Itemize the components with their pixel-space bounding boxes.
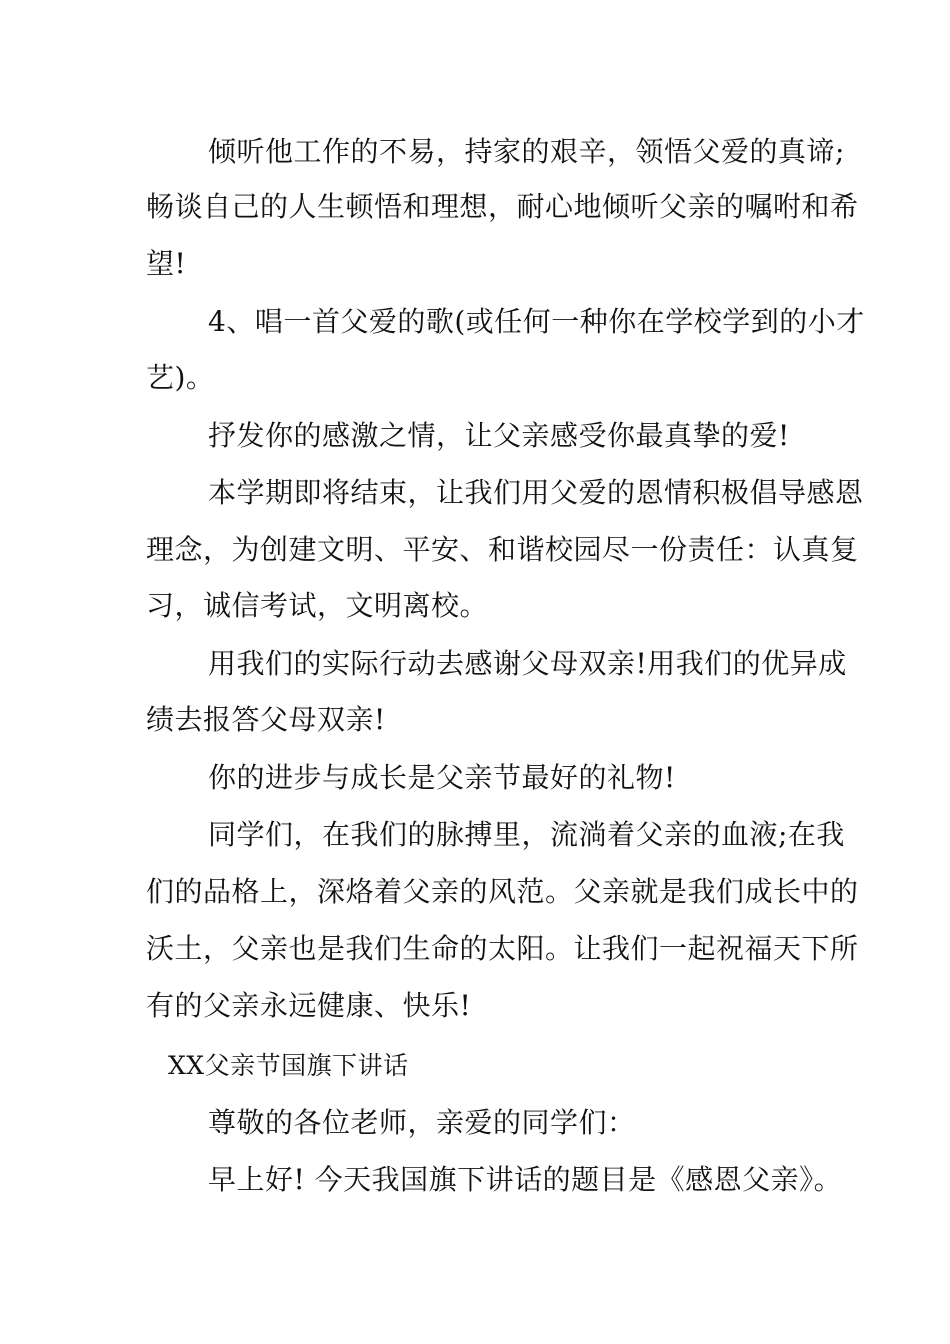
paragraph-line: 们的品格上，深烙着父亲的风范。父亲就是我们成长中的 (146, 875, 859, 908)
paragraph-line: 望! (146, 247, 187, 280)
paragraph-line: 抒发你的感激之情，让父亲感受你最真挚的爱! (208, 419, 790, 452)
paragraph-line: 本学期即将结束，让我们用父爱的恩情积极倡导感恩 (208, 476, 864, 509)
paragraph-line: 4、唱一首父爱的歌(或任何一种你在学校学到的小才 (208, 305, 865, 338)
paragraph-line: 绩去报答父母双亲! (146, 703, 386, 736)
paragraph-line: 艺)。 (146, 361, 215, 394)
paragraph-line: 早上好! 今天我国旗下讲话的题目是《感恩父亲》。 (208, 1163, 843, 1196)
paragraph-line: 沃土，父亲也是我们生命的太阳。让我们一起祝福天下所 (146, 932, 859, 965)
paragraph-line: 倾听他工作的不易，持家的艰辛，领悟父爱的真谛; (208, 135, 845, 168)
paragraph-line: 同学们，在我们的脉搏里，流淌着父亲的血液;在我 (208, 818, 845, 851)
section-heading: XX父亲节国旗下讲话 (168, 1051, 409, 1080)
paragraph-line: 畅谈自己的人生顿悟和理想，耐心地倾听父亲的嘱咐和希 (146, 190, 859, 223)
paragraph-line: 你的进步与成长是父亲节最好的礼物! (208, 761, 676, 794)
paragraph-line: 有的父亲永远健康、快乐! (146, 989, 472, 1022)
paragraph-line: 习，诚信考试，文明离校。 (146, 589, 489, 622)
paragraph-line: 理念，为创建文明、平安、和谐校园尽一份责任：认真复 (146, 533, 859, 566)
paragraph-line: 尊敬的各位老师，亲爱的同学们： (208, 1106, 636, 1139)
paragraph-line: 用我们的实际行动去感谢父母双亲!用我们的优异成 (208, 647, 847, 680)
